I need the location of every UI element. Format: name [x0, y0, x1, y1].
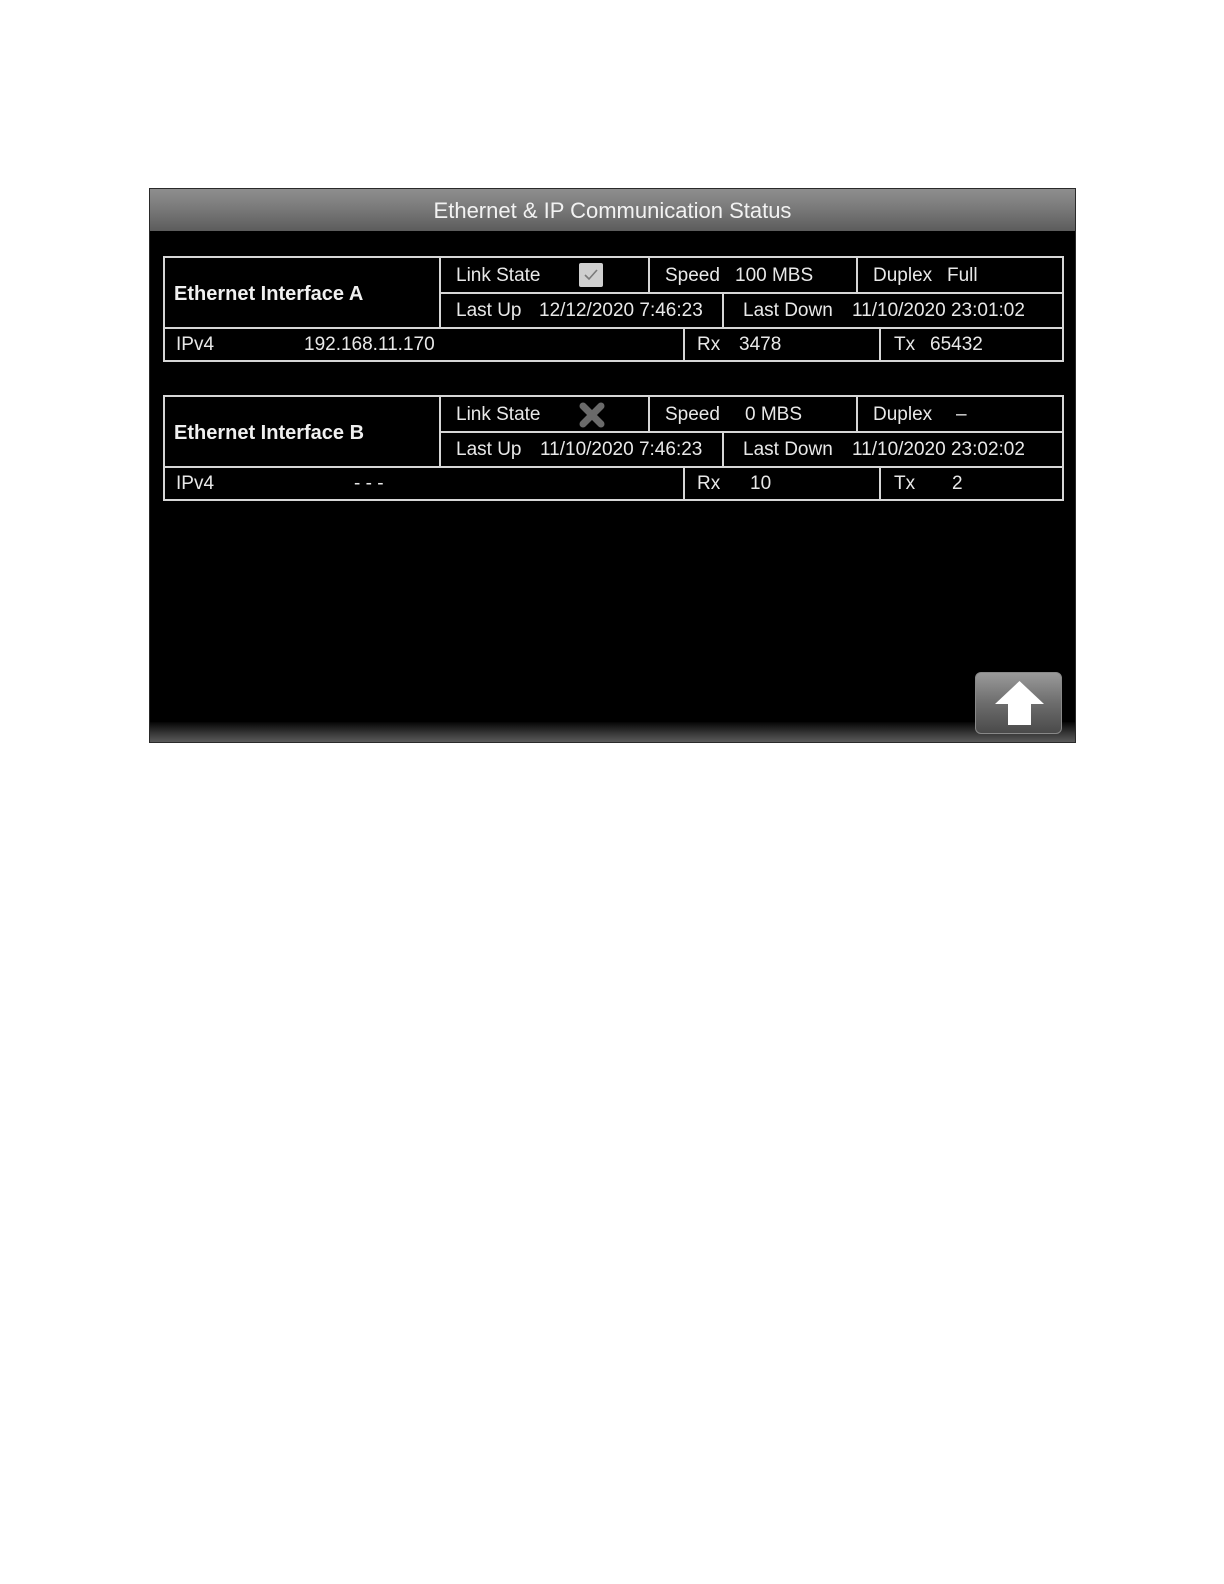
speed-label: Speed: [665, 404, 720, 425]
x-icon: [577, 400, 607, 430]
home-button[interactable]: [975, 672, 1062, 734]
rx-label: Rx: [697, 473, 721, 494]
duplex-label: Duplex: [873, 404, 933, 425]
divider: [439, 258, 441, 327]
ipv4-label: IPv4: [176, 473, 215, 494]
last-down-label: Last Down: [743, 439, 833, 460]
check-icon: [579, 263, 603, 287]
divider: [683, 467, 685, 501]
divider: [165, 327, 1064, 329]
last-up-label: Last Up: [456, 300, 522, 321]
divider: [440, 431, 1064, 433]
status-screen: [149, 188, 1076, 743]
link-state-label: Link State: [456, 404, 541, 425]
interface-panel-b: [163, 395, 1064, 501]
divider: [648, 397, 650, 432]
ipv4-value: 192.168.11.170: [304, 334, 435, 355]
title-bar: [150, 189, 1075, 231]
divider: [722, 432, 724, 466]
interface-name: Ethernet Interface B: [174, 422, 365, 444]
divider: [439, 397, 441, 466]
rx-label: Rx: [697, 334, 721, 355]
duplex-value: Full: [947, 265, 978, 286]
duplex-label: Duplex: [873, 265, 933, 286]
divider: [856, 397, 858, 432]
last-down-value: 11/10/2020 23:01:02: [852, 300, 1025, 321]
last-up-value: 11/10/2020 7:46:23: [540, 439, 703, 460]
tx-label: Tx: [894, 334, 916, 355]
duplex-value: –: [956, 404, 967, 425]
tx-label: Tx: [894, 473, 916, 494]
ipv4-label: IPv4: [176, 334, 215, 355]
divider: [165, 466, 1064, 468]
tx-value: 2: [952, 473, 963, 494]
rx-value: 10: [750, 473, 772, 494]
divider: [648, 258, 650, 293]
last-down-label: Last Down: [743, 300, 833, 321]
divider: [722, 293, 724, 327]
speed-value: 0 MBS: [745, 404, 803, 425]
divider: [879, 467, 881, 501]
rx-value: 3478: [739, 334, 782, 355]
divider: [440, 292, 1064, 294]
interface-panel-a: [163, 256, 1064, 362]
divider: [683, 328, 685, 362]
speed-value: 100 MBS: [735, 265, 814, 286]
divider: [879, 328, 881, 362]
last-down-value: 11/10/2020 23:02:02: [852, 439, 1025, 460]
ipv4-value: - - -: [354, 473, 384, 494]
page-title: Ethernet & IP Communication Status: [433, 198, 792, 223]
up-arrow-icon: [976, 673, 1063, 735]
speed-label: Speed: [665, 265, 720, 286]
divider: [856, 258, 858, 293]
interface-name: Ethernet Interface A: [174, 283, 364, 305]
last-up-label: Last Up: [456, 439, 522, 460]
bottom-bar: [150, 722, 1075, 742]
tx-value: 65432: [930, 334, 983, 355]
link-state-label: Link State: [456, 265, 541, 286]
last-up-value: 12/12/2020 7:46:23: [539, 300, 703, 321]
